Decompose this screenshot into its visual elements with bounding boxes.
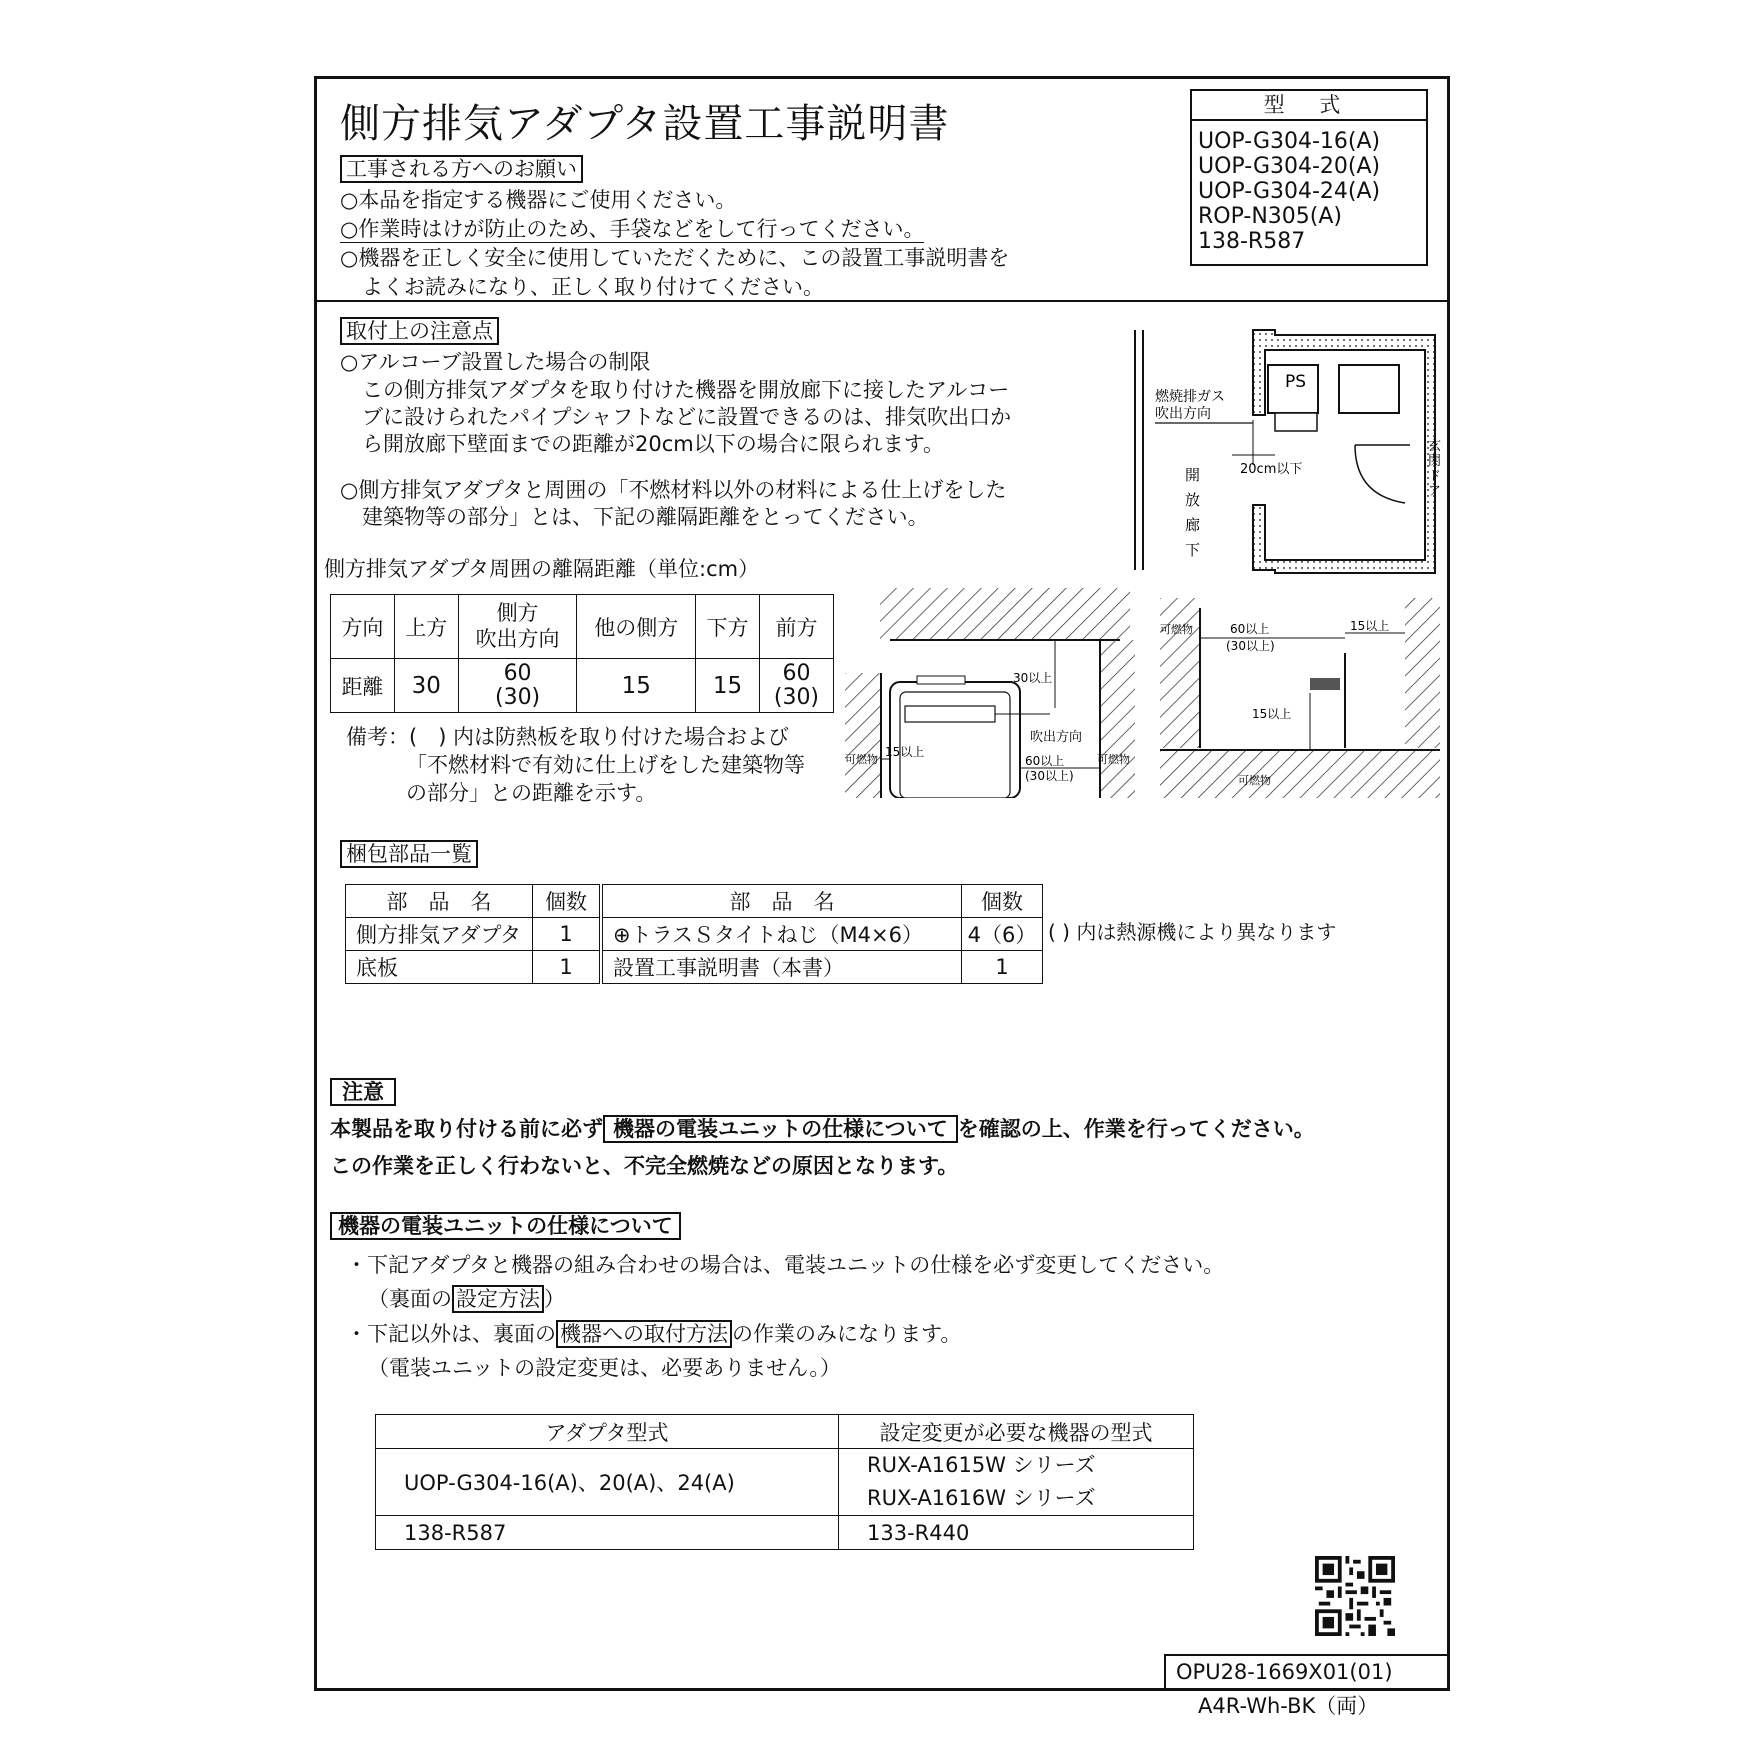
caution-heading-label: 取付上の注意点 — [340, 317, 499, 345]
combustible-label: 可燃物 — [1160, 623, 1193, 636]
notice-text: を確認の上、作業を行ってください。 — [957, 1117, 1315, 1141]
part-count: 1 — [962, 951, 1043, 984]
clearance-line: ○側方排気アダプタと周囲の「不燃材料以外の材料による仕上げをした — [340, 478, 1007, 502]
request-line: ○作業時はけが防止のため、手袋などをして行ってください。 — [340, 216, 924, 243]
alcove-line: ら開放廊下壁面までの距離が20cm以下の場合に限られます。 — [362, 432, 945, 456]
part-name: ⊕トラスＳタイトねじ（M4×6） — [601, 918, 962, 951]
clearance-cell: 15 — [577, 659, 696, 713]
notice-ref-box: 機器の電装ユニットの仕様について — [603, 1115, 958, 1143]
install-method-ref: 機器への取付方法 — [556, 1320, 732, 1348]
clearance-cell: 15 — [696, 659, 760, 713]
alcove-line: ブに設けられたパイプシャフトなどに設置できるのは、排気吹出口か — [362, 405, 1012, 429]
side-clearance-label: 15以上 — [885, 745, 925, 759]
request-heading — [340, 155, 583, 183]
model-change-header: アダプタ型式 — [376, 1415, 839, 1449]
adapter-model: UOP-G304-16(A)、20(A)、24(A) — [376, 1449, 839, 1516]
corridor-char: 下 — [1185, 541, 1201, 559]
clearance-cell: 30 — [394, 659, 458, 713]
combustible-label: 可燃物 — [1238, 774, 1271, 787]
model-list — [1192, 121, 1426, 254]
part-name: 底板 — [346, 951, 533, 984]
notice-heading — [330, 1078, 396, 1106]
notice-line-1 — [330, 1115, 1315, 1143]
parts-header: 個数 — [962, 885, 1043, 918]
clearance-header: 方向 — [331, 595, 395, 659]
front-clearance-diagram — [845, 588, 1135, 798]
note-line: 備考：( ) 内は防熱板を取り付けた場合および — [346, 725, 790, 749]
clearance-line: 建築物等の部分」とは、下記の離隔距離をとってください。 — [362, 505, 929, 529]
unit-spec-sub — [368, 1285, 565, 1313]
model-item: UOP-G304-16(A) — [1198, 129, 1381, 154]
door-char: ア — [1428, 484, 1442, 499]
qr-code — [1315, 1556, 1395, 1636]
door-char: 玄 — [1428, 439, 1442, 454]
corridor-char: 廊 — [1185, 516, 1201, 534]
part-count: 4（6） — [962, 918, 1043, 951]
model-label: 型 式 — [1192, 91, 1426, 121]
setting-method-ref: 設定方法 — [452, 1285, 544, 1313]
unit-spec-heading — [330, 1212, 681, 1240]
unit-spec-sub: （電装ユニットの設定変更は、必要ありません。） — [368, 1356, 841, 1380]
parts-header: 部 品 名 — [346, 885, 533, 918]
unit-spec-text: の作業のみになります。 — [732, 1322, 962, 1346]
door-char: 関 — [1428, 454, 1442, 469]
caution-heading — [340, 317, 499, 345]
unit-spec-text: ） — [544, 1287, 565, 1311]
unit-spec-text: ・下記以外は、裏面の — [346, 1322, 556, 1346]
clearance-header: 前方 — [759, 595, 833, 659]
clearance-cell: 60 (30) — [458, 659, 577, 713]
clearance-header: 側方 吹出方向 — [458, 595, 577, 659]
note-line: の部分」との距離を示す。 — [406, 781, 657, 805]
clearance-cell: 60 (30) — [759, 659, 833, 713]
parts-heading — [340, 840, 478, 868]
model-item: UOP-G304-24(A) — [1198, 179, 1381, 204]
device-model: 133-R440 — [839, 1516, 1194, 1550]
part-count: 1 — [533, 951, 602, 984]
part-count: 1 — [533, 918, 602, 951]
corridor-char: 放 — [1185, 491, 1201, 509]
header-divider — [314, 300, 1450, 302]
parts-heading-label: 梱包部品一覧 — [340, 840, 478, 868]
unit-spec-heading-label: 機器の電装ユニットの仕様について — [330, 1212, 681, 1240]
combustible-label: 可燃物 — [1097, 753, 1130, 766]
request-line: ○機器を正しく安全に使用していただくために、この設置工事説明書を — [340, 246, 1010, 270]
front-clearance-label: 60以上 — [1025, 754, 1065, 768]
model-item: 138-R587 — [1198, 229, 1306, 254]
model-change-header: 設定変更が必要な機器の型式 — [839, 1415, 1194, 1449]
notice-line-2: この作業を正しく行わないと、不完全燃焼などの原因となります。 — [330, 1154, 959, 1178]
request-line: よくお読みになり、正しく取り付けてください。 — [362, 275, 824, 299]
note-line: 「不燃材料で有効に仕上げをした建築物等 — [406, 753, 805, 777]
paper-spec: A4R-Wh-BK（両） — [1198, 1694, 1379, 1718]
request-heading-label: 工事される方へのお願い — [340, 155, 583, 183]
clearance-cell: 距離 — [331, 659, 395, 713]
top-clearance-label: 30以上 — [1013, 671, 1053, 685]
device-models — [839, 1449, 1194, 1516]
front-clearance-sub: (30以上) — [1226, 639, 1275, 653]
exhaust-label: 吹出方向 — [1155, 406, 1211, 422]
part-name: 設置工事説明書（本書） — [601, 951, 962, 984]
model-item: UOP-G304-20(A) — [1198, 154, 1381, 179]
corridor-char: 開 — [1185, 466, 1201, 484]
bottom-clearance-label: 15以上 — [1252, 707, 1292, 721]
alcove-diagram — [1125, 325, 1445, 575]
document-code: OPU28-1669X01(01) — [1164, 1654, 1450, 1691]
clearance-table — [330, 594, 834, 713]
front-clearance-label: 60以上 — [1230, 622, 1270, 636]
unit-spec-bullet — [346, 1320, 961, 1348]
request-line: ○本品を指定する機器にご使用ください。 — [340, 188, 737, 212]
exhaust-direction-label: 吹出方向 — [1030, 730, 1083, 745]
side-clearance-label: 15以上 — [1350, 619, 1390, 633]
unit-spec-bullet: ・下記アダプタと機器の組み合わせの場合は、電装ユニットの仕様を必ず変更してください。 — [346, 1253, 1225, 1277]
combustible-label: 可燃物 — [845, 753, 878, 766]
parts-note: ( ) 内は熱源機により異なります — [1048, 920, 1337, 944]
alcove-title: ○アルコーブ設置した場合の制限 — [340, 350, 651, 374]
adapter-model: 138-R587 — [376, 1516, 839, 1550]
notice-heading-label: 注意 — [330, 1078, 396, 1106]
notice-text: 本製品を取り付ける前に必ず — [330, 1117, 603, 1141]
model-change-table — [375, 1414, 1194, 1550]
part-name: 側方排気アダプタ — [346, 918, 533, 951]
unit-spec-text: （裏面の — [368, 1287, 452, 1311]
clearance-header: 上方 — [394, 595, 458, 659]
alcove-line: この側方排気アダプタを取り付けた機器を開放廊下に接したアルコー — [362, 378, 1010, 402]
clearance-header: 他の側方 — [577, 595, 696, 659]
ps-label: PS — [1285, 372, 1307, 392]
model-item: ROP-N305(A) — [1198, 204, 1342, 229]
clearance-header: 下方 — [696, 595, 760, 659]
parts-header: 個数 — [533, 885, 602, 918]
page-title: 側方排気アダプタ設置工事説明書 — [340, 101, 950, 147]
table-caption: 側方排気アダプタ周囲の離隔距離（単位:cm） — [324, 557, 760, 581]
parts-header: 部 品 名 — [601, 885, 962, 918]
side-clearance-diagram — [1160, 598, 1440, 798]
model-box — [1190, 89, 1428, 266]
door-char: ド — [1428, 469, 1442, 484]
distance-label: 20cm以下 — [1240, 462, 1303, 477]
exhaust-label: 燃焼排ガス — [1155, 389, 1225, 405]
device-model: RUX-A1615W シリーズ — [867, 1453, 1096, 1477]
parts-table — [345, 884, 1043, 984]
front-clearance-sub: (30以上) — [1025, 769, 1074, 783]
device-model: RUX-A1616W シリーズ — [867, 1486, 1096, 1510]
